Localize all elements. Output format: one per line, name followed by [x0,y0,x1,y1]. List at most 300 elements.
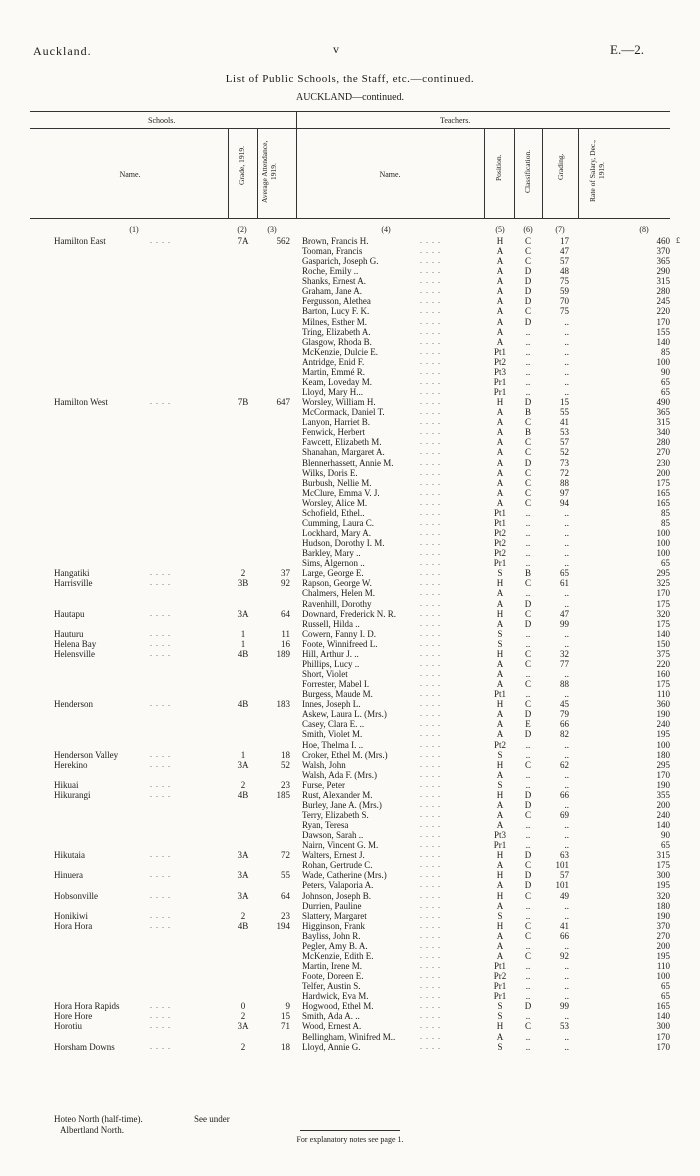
currency-symbol: £ [676,236,680,245]
salary-cell: 200 [656,799,670,810]
teacher-name-cell: Shanks, Ernest A. [302,276,366,287]
leader-dots: . . . . [420,940,441,950]
leader-dots: . . . . [420,256,441,266]
classification-cell: B [524,568,531,579]
footer-note: For explanatory notes see page 1. [296,1135,404,1144]
table-row [0,840,700,850]
salary-cell: 165 [656,487,670,498]
grading-cell: .. [564,910,569,921]
leader-dots: . . . . [420,689,441,699]
position-cell: A [496,588,504,599]
leader-dots: . . . . [420,507,441,517]
grading-cell: .. [564,517,569,528]
teacher-name-cell: Schofield, Ethel.. [302,507,365,518]
school-name-cell: Hikutaia [54,850,85,861]
attendance-cell: 15 [281,1011,290,1022]
grading-cell: .. [564,669,569,679]
attendance-cell: 9 [285,1001,290,1012]
teacher-name-cell: Glasgow, Rhoda B. [302,336,372,347]
teacher-name-cell: Antridge, Enid F. [302,356,365,367]
leader-dots: . . . . [420,246,441,256]
attendance-cell: 185 [276,789,290,800]
table-row [0,770,700,780]
classification-cell: C [524,417,531,428]
teacher-name-cell: Forrester, Mabel I. [302,679,370,690]
table-row [0,901,700,911]
classification-cell: C [524,437,531,448]
grading-cell: 97 [560,487,569,498]
position-cell: H [496,1021,504,1032]
leader-dots: . . . . [420,387,441,397]
leader-dots: . . . . [420,648,441,658]
teacher-name-cell: Ryan, Teresa [302,820,349,831]
grading-cell: .. [564,1041,569,1052]
classification-cell: .. [525,366,531,377]
leader-dots: . . . . [150,870,171,880]
leader-dots: . . . . [420,759,441,769]
teacher-name-cell: Blennerhassett, Annie M. [302,457,394,468]
salary-cell: 220 [656,306,670,317]
table-row [0,508,700,518]
table-row [0,780,700,790]
attendance-cell: 71 [281,1021,290,1032]
salary-cell: 490 [656,397,670,408]
table-row [0,810,700,820]
leader-dots: . . . . [420,729,441,739]
classification-cell: C [524,950,531,961]
classification-cell: D [524,850,532,861]
salary-cell: 365 [656,407,670,418]
position-cell: H [496,608,504,619]
salary-cell: 195 [656,880,670,891]
school-name-cell: Helena Bay [54,638,97,649]
table-row [0,588,700,598]
divider-schools-teachers [296,111,297,219]
grading-cell: 77 [560,658,569,669]
leader-dots: . . . . [420,598,441,608]
teacher-name-cell: Worsley, Alice M. [302,497,368,508]
table-row [0,296,700,306]
leader-dots: . . . . [420,1011,441,1021]
table-row [0,639,700,649]
leader-dots: . . . . [420,749,441,759]
teacher-name-cell: Lockhard, Mary A. [302,528,371,539]
table-row [0,669,700,679]
table-row [0,256,700,266]
teacher-name-cell: Cumming, Laura C. [302,517,374,528]
classification-cell: D [524,598,532,609]
teacher-name-cell: Durrien, Pauline [302,900,362,911]
salary-cell: 370 [656,246,670,257]
position-cell: A [496,679,504,690]
teacher-name-cell: Johnson, Joseph B. [302,890,372,901]
teacher-name-cell: McClure, Emma V. J. [302,487,380,498]
table-row [0,568,700,578]
grading-cell: 62 [560,759,569,770]
salary-cell: 65 [661,387,670,398]
classification-cell: .. [525,558,531,569]
teacher-name-cell: Sims, Algernon .. [302,558,365,569]
grade-cell: 4B [237,789,249,800]
table-row [0,649,700,659]
position-cell: H [496,236,504,246]
salary-cell: 100 [656,739,670,750]
grading-cell: 88 [560,679,569,690]
leader-dots: . . . . [420,1021,441,1031]
classification-cell: C [524,447,531,458]
leader-dots: . . . . [420,276,441,286]
salary-cell: 195 [656,729,670,740]
grading-cell: 66 [560,719,569,730]
position-cell: A [496,326,504,337]
classification-cell: .. [525,900,531,911]
classification-cell: .. [525,638,531,649]
position-cell: A [496,306,504,317]
table-row [0,659,700,669]
teacher-name-cell: Worsley, William H. [302,397,376,408]
position-cell: H [496,699,504,710]
leader-dots: . . . . [150,578,171,588]
teacher-name-cell: Fergusson, Alethea [302,296,371,307]
teacher-name-cell: Smith, Violet M. [302,729,363,740]
school-name-cell: Hobsonville [54,890,98,901]
leader-dots: . . . . [420,618,441,628]
teacher-name-cell: Askew, Laura L. (Mrs.) [302,709,387,720]
salary-cell: 65 [661,840,670,851]
school-name-cell: Hamilton East [54,236,106,246]
leader-dots: . . . . [420,719,441,729]
teacher-name-cell: Burley, Jane A. (Mrs.) [302,799,382,810]
column-number-6: (6) [523,225,533,234]
position-cell: A [496,900,504,911]
classification-cell: .. [525,971,531,982]
salary-cell: 85 [661,517,670,528]
salary-cell: 270 [656,447,670,458]
position-cell: A [496,276,504,287]
salary-cell: 300 [656,870,670,881]
running-head-left: Auckland. [33,44,92,58]
leader-dots: . . . . [150,1041,171,1051]
leader-dots: . . . . [420,356,441,366]
position-cell: S [497,638,503,649]
classification-cell: D [524,618,532,629]
salary-cell: 200 [656,467,670,478]
classification-cell: C [524,608,531,619]
grading-cell: 69 [560,809,569,820]
position-cell: A [496,799,504,810]
leader-dots: . . . . [420,870,441,880]
divider-grading [542,128,543,219]
classification-cell: D [524,789,532,800]
table-row [0,1032,700,1042]
grading-header: Grading. [556,153,565,181]
classification-cell: C [524,890,531,901]
table-row [0,327,700,337]
leader-dots: . . . . [150,920,171,930]
salary-cell: 230 [656,457,670,468]
position-cell: Pr1 [493,840,507,851]
salary-cell: 320 [656,608,670,619]
leader-dots: . . . . [420,437,441,447]
leader-dots: . . . . [150,759,171,769]
table-row [0,266,700,276]
column-number-7: (7) [555,225,565,234]
leader-dots: . . . . [150,568,171,578]
salary-cell: 220 [656,658,670,669]
leader-dots: . . . . [420,497,441,507]
grading-cell: .. [564,840,569,851]
table-row [0,951,700,961]
attendance-cell: 55 [281,870,290,881]
grade-cell: 7B [237,397,249,408]
table-row [0,367,700,377]
classification-cell: .. [525,1031,531,1042]
school-name-header: Name. [119,170,141,179]
school-name-cell: Hangatiki [54,568,90,579]
classification-cell: C [524,578,531,589]
table-row [0,387,700,397]
grading-cell: .. [564,900,569,911]
leader-dots: . . . . [420,588,441,598]
classification-cell: .. [525,820,531,831]
leader-dots: . . . . [420,376,441,386]
teacher-name-cell: Walsh, John [302,759,346,770]
leader-dots: . . . . [420,316,441,326]
salary-cell: 295 [656,759,670,770]
classification-cell: D [524,316,532,327]
attendance-cell: 52 [281,759,290,770]
leader-dots: . . . . [420,366,441,376]
grading-cell: .. [564,689,569,700]
leader-dots: . . . . [150,749,171,759]
leader-dots: . . . . [420,950,441,960]
position-cell: H [496,870,504,881]
classification-cell: D [524,266,532,277]
classification-cell: .. [525,739,531,750]
grading-cell: .. [564,991,569,1002]
salary-cell: 90 [661,830,670,841]
school-name-cell: Herekino [54,759,88,770]
page-number: v [333,42,339,56]
salary-cell: 370 [656,920,670,931]
grading-cell: 73 [560,457,569,468]
grading-cell: .. [564,507,569,518]
position-cell: A [496,719,504,730]
attendance-cell: 189 [276,648,290,659]
table-row [0,599,700,609]
leader-dots: . . . . [420,658,441,668]
leader-dots: . . . . [420,306,441,316]
position-cell: A [496,729,504,740]
grade-cell: 0 [240,1001,246,1012]
grading-cell: .. [564,326,569,337]
teacher-name-cell: Pegler, Amy B. A. [302,940,368,951]
table-row [0,981,700,991]
teacher-name-cell: Burgess, Maude M. [302,689,373,700]
grade-cell: 3A [237,850,249,861]
teacher-name-cell: Roche, Emily .. [302,266,359,277]
grade-cell: 2 [240,568,246,579]
classification-cell: C [524,759,531,770]
table-row [0,377,700,387]
position-cell: A [496,487,504,498]
teacher-name-cell: Graham, Jane A. [302,286,362,297]
column-number-1: (1) [129,225,139,234]
leader-dots: . . . . [420,930,441,940]
teacher-name-cell: Lanyon, Harriet B. [302,417,370,428]
grading-cell: .. [564,376,569,387]
position-cell: S [497,1011,503,1022]
teacher-name-cell: Burbush, Nellie M. [302,477,372,488]
position-cell: A [496,286,504,297]
salary-cell: 170 [656,316,670,327]
table-row [0,528,700,538]
header-bottom-rule [30,218,670,219]
table-row [0,891,700,901]
attendance-cell: 16 [281,638,290,649]
grading-cell: 41 [560,417,569,428]
position-cell: A [496,316,504,327]
classification-cell: .. [525,749,531,760]
salary-cell: 320 [656,890,670,901]
salary-cell: 290 [656,266,670,277]
divider-grade-att [257,128,258,219]
position-cell: Pr1 [493,387,507,398]
teacher-name-cell: Furse, Peter [302,779,345,790]
classification-cell: .. [525,830,531,841]
grading-cell: .. [564,356,569,367]
table-row [0,679,700,689]
position-cell: Pr1 [493,376,507,387]
grading-cell: .. [564,971,569,982]
classification-cell: .. [525,961,531,972]
classification-cell: D [524,457,532,468]
teacher-name-cell: Chalmers, Helen M. [302,588,375,599]
salary-cell: 325 [656,578,670,589]
grading-cell: .. [564,366,569,377]
note-reference: Albertland North. [60,1125,124,1135]
leader-dots: . . . . [150,1011,171,1021]
position-cell: Pt1 [493,689,506,700]
table-row [0,538,700,548]
teacher-name-cell: Smith, Ada A. .. [302,1011,360,1022]
position-cell: S [497,1041,503,1052]
grading-cell: 48 [560,266,569,277]
position-cell: A [496,457,504,468]
grading-cell: 82 [560,729,569,740]
grading-cell: .. [564,799,569,810]
teacher-name-cell: McKenzie, Dulcie E. [302,346,378,357]
classification-cell: C [524,246,531,257]
teacher-name-cell: Brown, Francis H. [302,236,369,246]
classification-cell: D [524,870,532,881]
table-row [0,609,700,619]
grading-cell: 53 [560,1021,569,1032]
leader-dots: . . . . [420,699,441,709]
salary-cell: 175 [656,860,670,871]
teacher-name-cell: Foote, Winnifreed L. [302,638,378,649]
table-row [0,397,700,407]
salary-cell: 110 [656,961,670,972]
table-row [0,800,700,810]
classification-cell: C [524,1021,531,1032]
leader-dots: . . . . [150,1021,171,1031]
salary-cell: 65 [661,991,670,1002]
classification-cell: .. [525,769,531,780]
leader-dots: . . . . [420,799,441,809]
grading-cell: 45 [560,699,569,710]
grading-cell: 57 [560,437,569,448]
leader-dots: . . . . [150,628,171,638]
table-row [0,518,700,528]
position-cell: A [496,618,504,629]
salary-cell: 190 [656,910,670,921]
grading-cell: .. [564,346,569,357]
classification-cell: E [525,719,531,730]
classification-cell: C [524,679,531,690]
teacher-name-cell: Hudson, Dorothy I. M. [302,538,385,549]
leader-dots: . . . . [420,991,441,1001]
position-cell: Pt3 [493,366,506,377]
leader-dots: . . . . [420,296,441,306]
leader-dots: . . . . [420,427,441,437]
position-cell: Pt3 [493,830,506,841]
classification-cell: .. [525,346,531,357]
grading-cell: 101 [555,880,569,891]
teacher-name-cell: Ravenhill, Dorothy [302,598,372,609]
salary-cell: 155 [656,326,670,337]
leader-dots: . . . . [420,709,441,719]
salary-cell: 170 [656,588,670,599]
leader-dots: . . . . [420,548,441,558]
grading-cell: 88 [560,477,569,488]
school-name-cell: Hautapu [54,608,85,619]
teacher-name-cell: Wood, Ernest A. [302,1021,362,1032]
salary-cell: 360 [656,699,670,710]
leader-dots: . . . . [420,558,441,568]
leader-dots: . . . . [420,628,441,638]
leader-dots: . . . . [420,477,441,487]
table-row [0,790,700,800]
grading-cell: 15 [560,397,569,408]
salary-cell: 315 [656,276,670,287]
classification-cell: .. [525,356,531,367]
position-cell: A [496,809,504,820]
classification-cell: C [524,699,531,710]
table-row [0,740,700,750]
classification-cell: D [524,880,532,891]
leader-dots: . . . . [150,699,171,709]
classification-cell: C [524,809,531,820]
teacher-name-cell: Bellingham, Winifred M.. [302,1031,396,1042]
leader-dots: . . . . [150,890,171,900]
teacher-name-cell: Short, Violet [302,669,348,679]
position-cell: A [496,880,504,891]
leader-dots: . . . . [150,648,171,658]
salary-cell: 240 [656,719,670,730]
classification-cell: C [524,256,531,267]
leader-dots: . . . . [150,850,171,860]
leader-dots: . . . . [150,1001,171,1011]
teacher-name-cell: Rohan, Gertrude C. [302,860,373,871]
table-row [0,699,700,709]
page-title: List of Public Schools, the Staff, etc.—continued. [225,73,475,85]
classification-cell: .. [525,548,531,559]
leader-dots: . . . . [420,890,441,900]
table-row [0,860,700,870]
table-row [0,709,700,719]
grading-cell: 47 [560,246,569,257]
